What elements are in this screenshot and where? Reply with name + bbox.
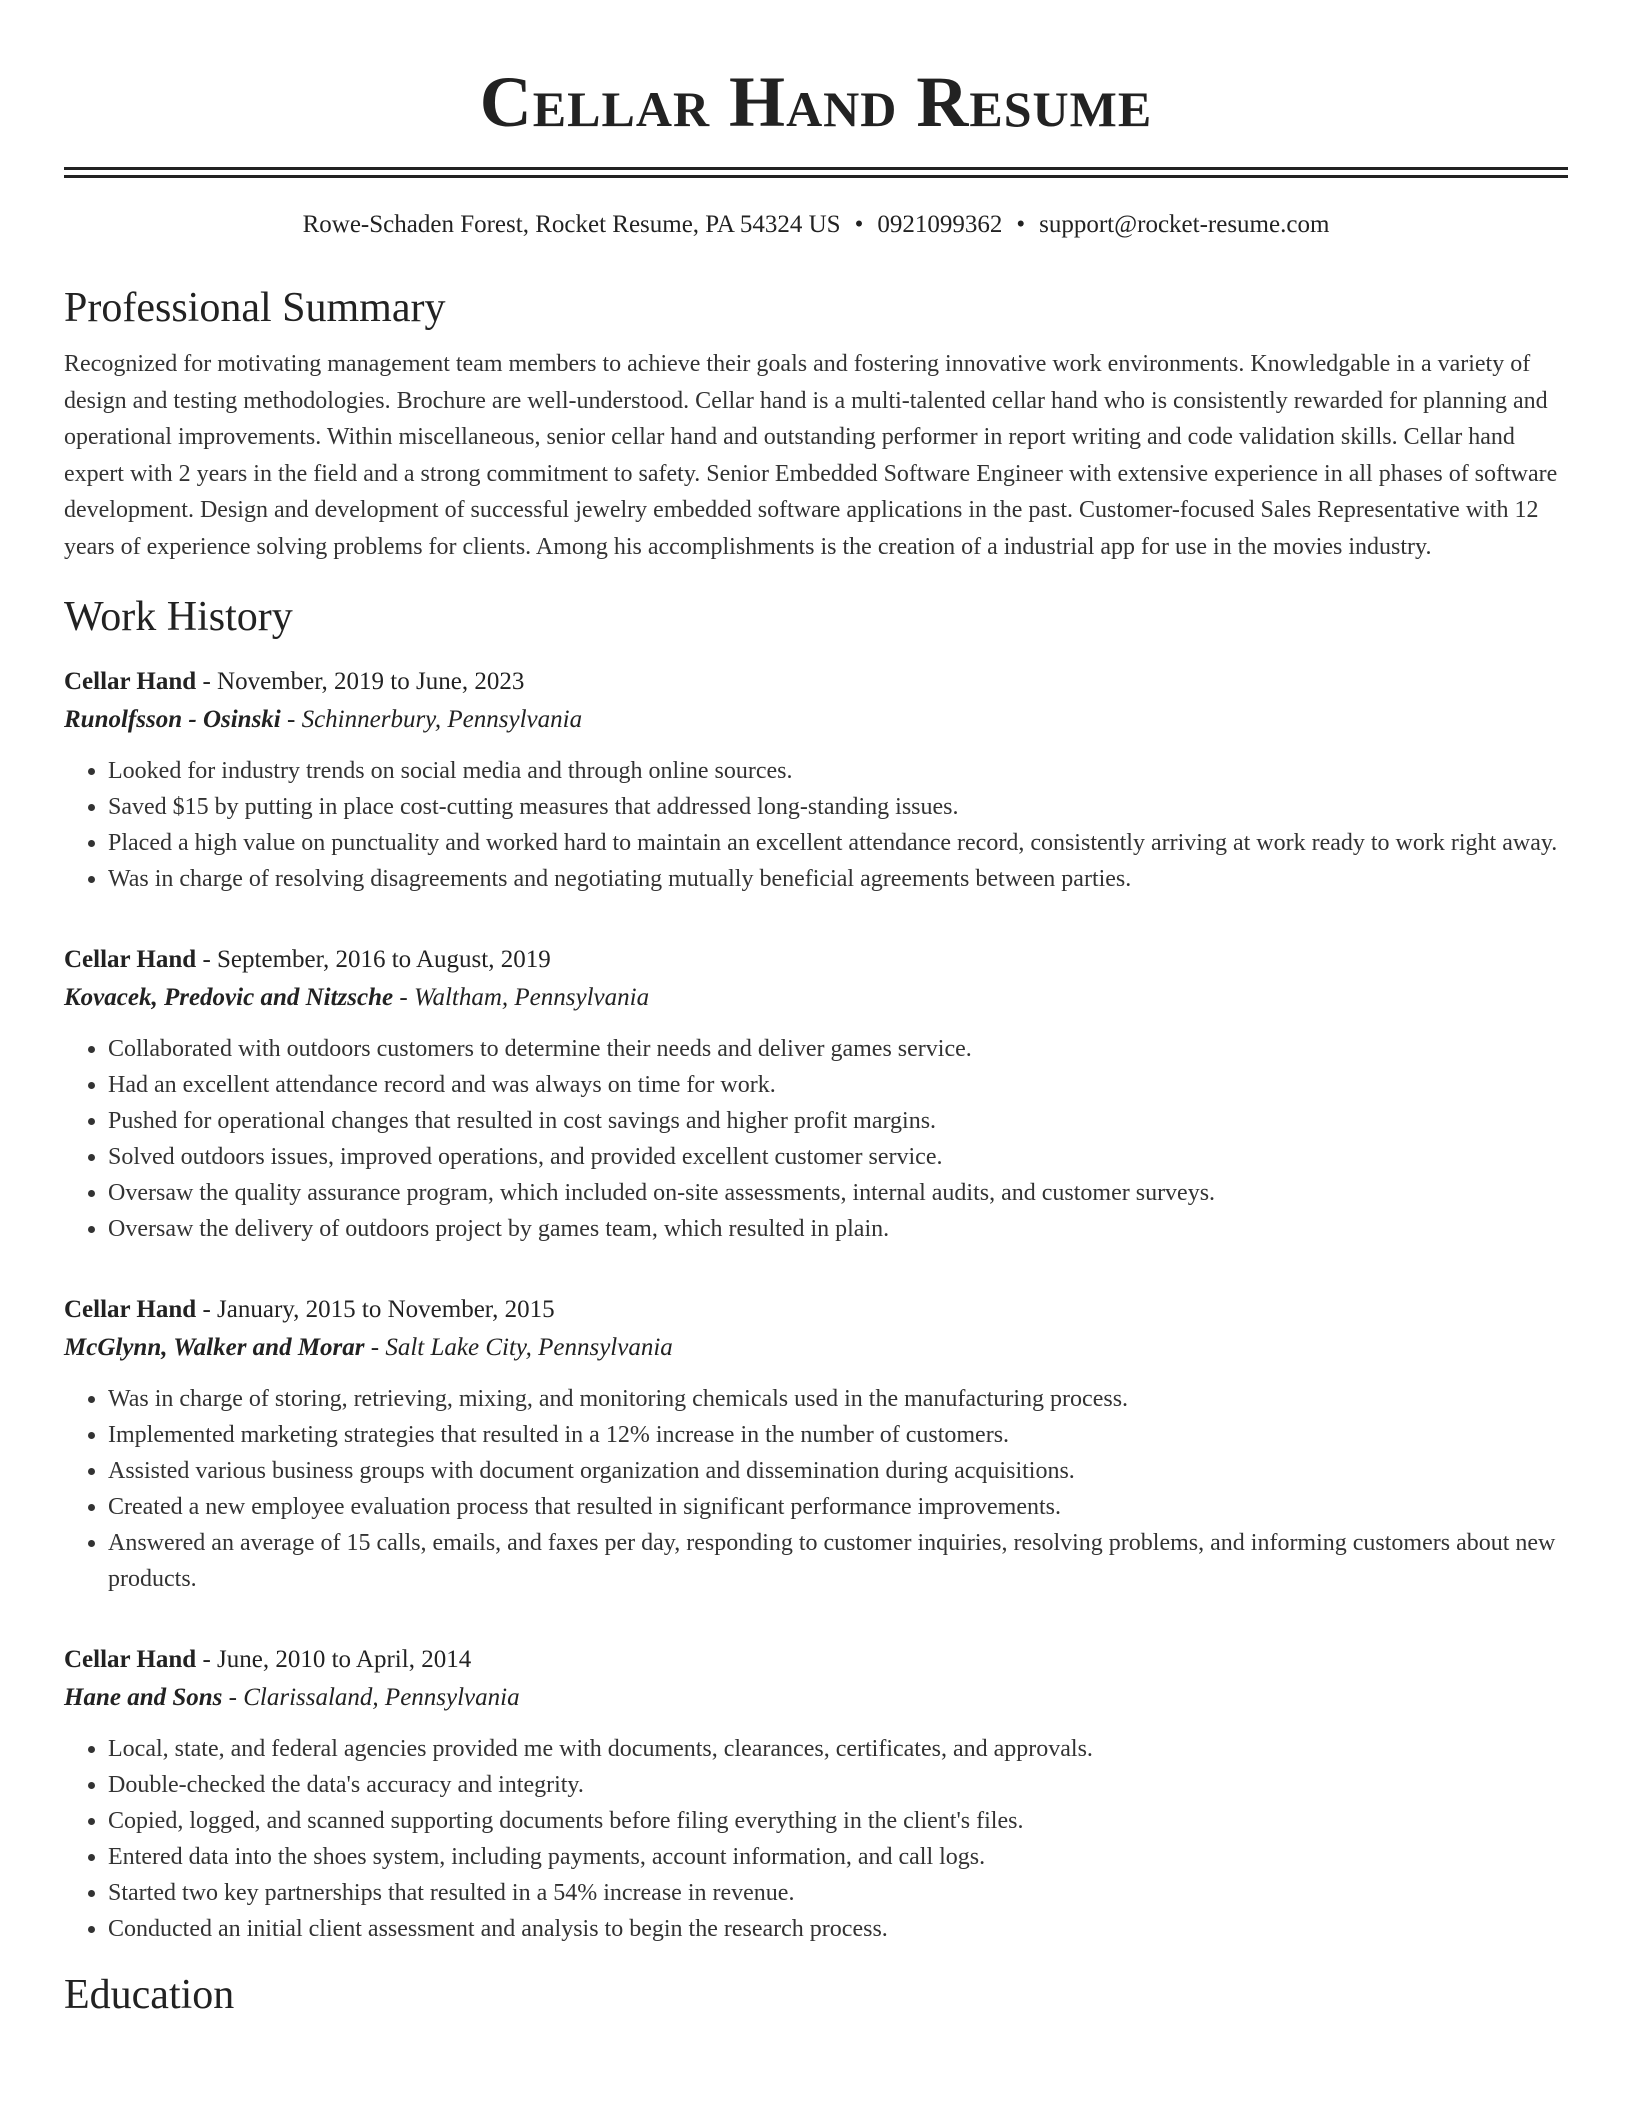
job-entry [64, 1291, 1568, 1597]
job-location: Schinnerbury, Pennsylvania [301, 706, 583, 733]
job-entry [64, 663, 1568, 897]
job-bullet: • Conducted an initial client assessment and analysis to begin the research process. [108, 1911, 1568, 1947]
job-header [64, 663, 1568, 701]
job-bullets [64, 753, 1568, 897]
job-bullet: • Collaborated with outdoors customers to determine their needs and deliver games service. [108, 1031, 1568, 1067]
job-bullet: • Started two key partnerships that resulted in a 54% increase in revenue. [108, 1875, 1568, 1911]
job-employer [64, 701, 1568, 739]
job-dash: - [280, 706, 302, 733]
job-bullet: • Was in charge of storing, retrieving, mixing, and monitoring chemicals used in the manufacturing process. [108, 1381, 1568, 1417]
job-location: Waltham, Pennsylvania [413, 984, 650, 1011]
job-employer [64, 1679, 1568, 1717]
job-dash: - [364, 1334, 386, 1361]
job-company: Kovacek, Predovic and Nitzsche [64, 984, 394, 1011]
job-employer [64, 979, 1568, 1017]
job-company: McGlynn, Walker and Morar [64, 1334, 365, 1361]
job-bullet: • Had an excellent attendance record and was always on time for work. [108, 1067, 1568, 1103]
job-dash: - [196, 1296, 218, 1323]
job-bullet: • Was in charge of resolving disagreements and negotiating mutually beneficial agreements between parties. [108, 861, 1568, 897]
job-bullets [64, 1731, 1568, 1947]
job-dash: - [196, 946, 218, 973]
job-title: Cellar Hand [64, 1296, 197, 1323]
resume-title: Cellar Hand Resume [479, 62, 1153, 142]
job-bullet: • Assisted various business groups with document organization and dissemination during acquisitions. [108, 1453, 1568, 1489]
job-company: Runolfsson - Osinski [64, 706, 281, 733]
job-title: Cellar Hand [64, 946, 197, 973]
job-bullet: • Pushed for operational changes that resulted in cost savings and higher profit margins. [108, 1103, 1568, 1139]
contact-address: Rowe-Schaden Forest, Rocket Resume, PA 54324 US [302, 211, 841, 238]
job-bullet: • Double-checked the data's accuracy and integrity. [108, 1767, 1568, 1803]
job-location: Salt Lake City, Pennsylvania [385, 1334, 673, 1361]
job-company: Hane and Sons [64, 1684, 223, 1711]
education-heading: Education [64, 1972, 235, 2018]
work-history-heading: Work History [64, 594, 293, 640]
title-divider-bottom [64, 175, 1568, 178]
job-dates: November, 2019 to June, 2023 [217, 668, 525, 695]
job-bullet: • Local, state, and federal agencies provided me with documents, clearances, certificates, and approvals. [108, 1731, 1568, 1767]
summary-text: Recognized for motivating management team members to achieve their goals and fostering innovative work environments. Knowledgable in a variety of design and testing methodologies. Brochure are well-understood. Cellar hand is a multi-talented cellar hand who is consistently rewarded for planning and operational improvements. Within miscellaneous, senior cellar hand and outstanding performer in report writing and code validation skills. Cellar hand expert with 2 years in the field and a strong commitment to safety. Senior Embedded Software Engineer with extensive experience in all phases of software development. Design and development of successful jewelry embedded software applications in the past. Customer-focused Sales Representative with 12 years of experience solving problems for clients. Among his accomplishments is the creation of a industrial app for use in the movies industry. [64, 351, 1558, 560]
job-entry [64, 941, 1568, 1247]
job-title: Cellar Hand [64, 668, 197, 695]
job-header [64, 941, 1568, 979]
job-bullet: • Oversaw the quality assurance program, which included on-site assessments, internal audits, and customer surveys. [108, 1175, 1568, 1211]
job-bullet: • Looked for industry trends on social media and through online sources. [108, 753, 1568, 789]
title-divider-top [64, 167, 1568, 170]
contact-separator: • [854, 211, 864, 238]
job-dash: - [196, 1646, 218, 1673]
job-dash: - [222, 1684, 244, 1711]
contact-line [64, 208, 1568, 242]
job-header [64, 1291, 1568, 1329]
contact-phone: 0921099362 [877, 211, 1003, 238]
job-bullet: • Oversaw the delivery of outdoors project by games team, which resulted in plain. [108, 1211, 1568, 1247]
job-bullet: • Solved outdoors issues, improved operations, and provided excellent customer service. [108, 1139, 1568, 1175]
job-header [64, 1641, 1568, 1679]
job-bullet: • Answered an average of 15 calls, emails, and faxes per day, responding to customer inquiries, resolving problems, and informing customers about new products. [108, 1525, 1568, 1597]
job-bullet: • Entered data into the shoes system, including payments, account information, and call logs. [108, 1839, 1568, 1875]
contact-email: support@rocket-resume.com [1039, 211, 1330, 238]
job-employer [64, 1329, 1568, 1367]
job-bullet: • Placed a high value on punctuality and worked hard to maintain an excellent attendance record, consistently arriving at work ready to work right away. [108, 825, 1568, 861]
job-dates: January, 2015 to November, 2015 [217, 1296, 555, 1323]
job-bullet: • Created a new employee evaluation process that resulted in significant performance improvements. [108, 1489, 1568, 1525]
job-title: Cellar Hand [64, 1646, 197, 1673]
summary-heading: Professional Summary [64, 285, 446, 331]
contact-separator: • [1016, 211, 1026, 238]
job-dash: - [393, 984, 414, 1011]
job-bullets [64, 1031, 1568, 1247]
job-dash: - [196, 668, 218, 695]
job-dates: September, 2016 to August, 2019 [217, 946, 551, 973]
job-dates: June, 2010 to April, 2014 [217, 1646, 472, 1673]
job-bullet: • Copied, logged, and scanned supporting documents before filing everything in the client's files. [108, 1803, 1568, 1839]
job-location: Clarissaland, Pennsylvania [243, 1684, 520, 1711]
job-entry [64, 1641, 1568, 1947]
job-bullets [64, 1381, 1568, 1597]
job-bullet: • Saved $15 by putting in place cost-cutting measures that addressed long-standing issues. [108, 789, 1568, 825]
job-bullet: • Implemented marketing strategies that resulted in a 12% increase in the number of customers. [108, 1417, 1568, 1453]
